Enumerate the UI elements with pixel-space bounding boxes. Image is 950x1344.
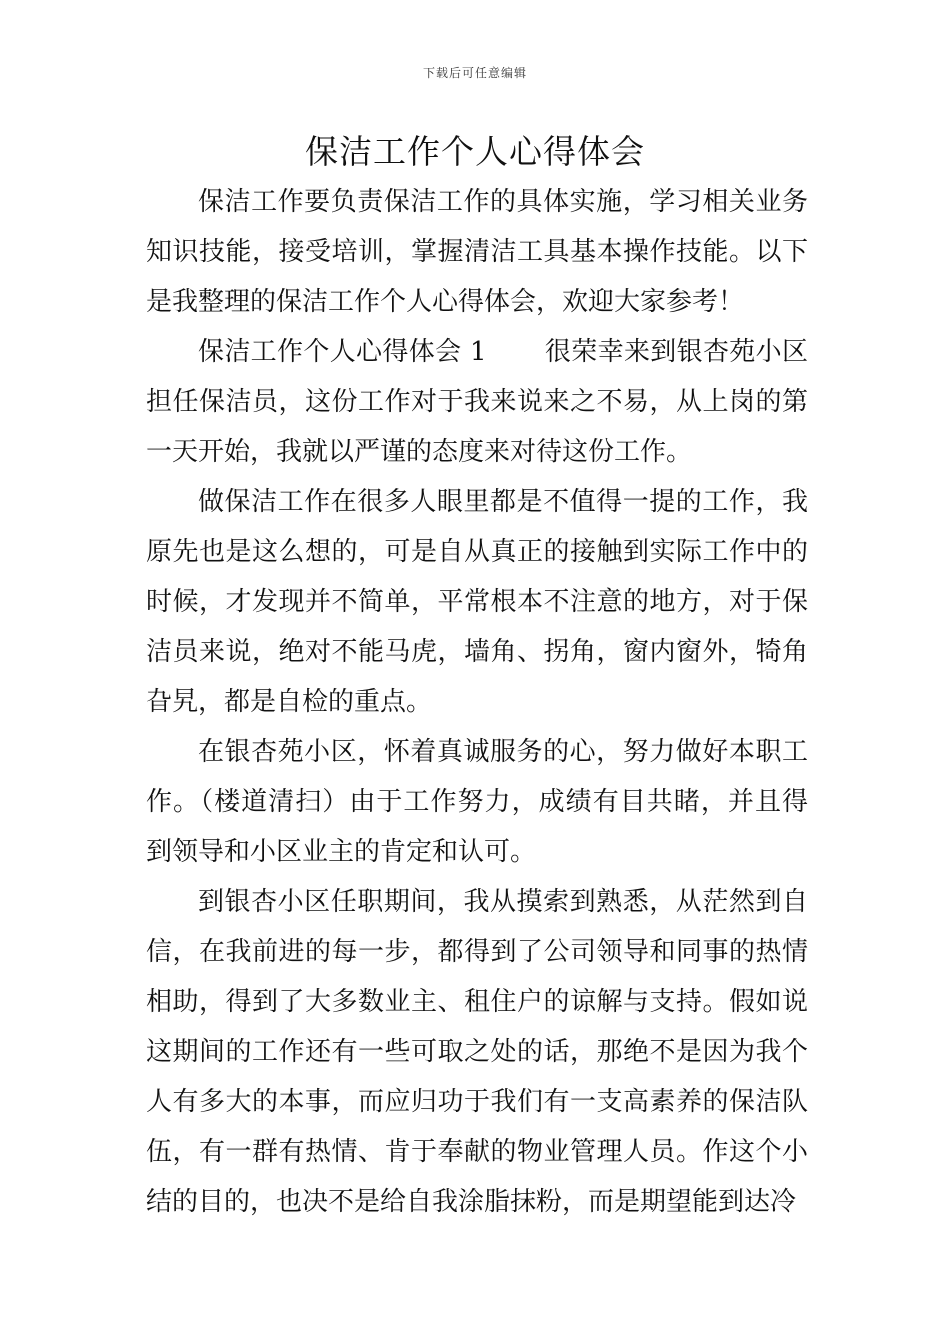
document-title: 保洁工作个人心得体会	[305, 132, 645, 171]
document-body	[146, 177, 808, 1227]
section-heading: 保洁工作个人心得体会 1	[198, 337, 487, 367]
header-note: 下载后可任意编辑	[422, 66, 527, 80]
paragraph-3: 在银杏苑小区，怀着真诚服务的心，努力做好本职工作。（楼道清扫）由于工作努力，成绩有目共睹，并且得到领导和小区业主的肯定和认可。	[146, 737, 808, 867]
paragraph-section-1	[146, 327, 808, 477]
paragraph-2: 做保洁工作在很多人眼里都是不值得一提的工作，我原先也是这么想的，可是自从真正的接触到实际工作中的时候，才发现并不简单，平常根本不注意的地方，对于保洁员来说，绝对不能马虎，墙角、拐角，窗内窗外，犄角旮旯，都是自检的重点。	[146, 487, 808, 717]
paragraph-intro: 保洁工作要负责保洁工作的具体实施，学习相关业务知识技能，接受培训，掌握清洁工具基本操作技能。以下是我整理的保洁工作个人心得体会，欢迎大家参考！	[146, 187, 808, 317]
paragraph-4: 到银杏小区任职期间，我从摸索到熟悉，从茫然到自信，在我前进的每一步，都得到了公司领导和同事的热情相助，得到了大多数业主、租住户的谅解与支持。假如说这期间的工作还有一些可取之处的话，那绝不是因为我个人有多大的本事，而应归功于我们有一支高素养的保洁队伍，有一群有热情、肯于奉献的物业管理人员。作这个小结的目的，也决不是给自我涂脂抹粉，而是期望能到达冷	[146, 887, 808, 1217]
section-1-text: 很荣幸来到银杏苑小区担任保洁员，这份工作对于我来说来之不易，从上岗的第一天开始，我就以严谨的态度来对待这份工作。	[146, 337, 808, 467]
